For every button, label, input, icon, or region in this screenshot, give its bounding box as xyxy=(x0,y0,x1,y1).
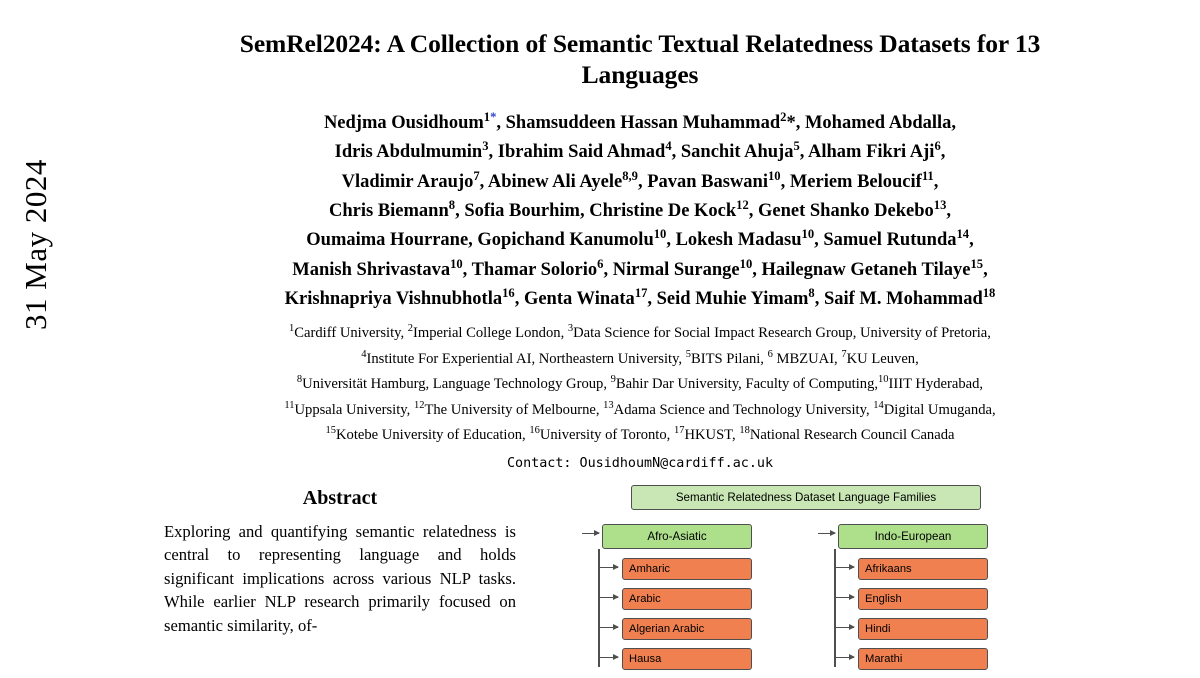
arrow-icon xyxy=(834,597,854,599)
abstract-column xyxy=(96,485,516,678)
family-row xyxy=(586,524,1026,678)
abstract-heading: Abstract xyxy=(302,486,378,509)
arrow-icon xyxy=(598,567,618,569)
language-item[interactable]: Afrikaans xyxy=(858,558,988,580)
language-item[interactable]: English xyxy=(858,588,988,610)
language-item[interactable]: Marathi xyxy=(858,648,988,670)
language-item[interactable]: Algerian Arabic xyxy=(622,618,752,640)
paper-page xyxy=(96,0,1184,665)
abstract-text: Exploring and quantifying semantic relatedness is central to representing language and holds significant implications across various NLP tasks. While earlier NLP research primarily focused on semantic similarity, of- xyxy=(164,521,516,635)
family-name[interactable]: Indo-European xyxy=(838,524,988,549)
page-title: SemRel2024: A Collection of Semantic Textual Relatedness Datasets for 13 Languages xyxy=(239,29,1041,90)
language-item[interactable]: Hindi xyxy=(858,618,988,640)
affiliation-line: $^8$Universität Hamburg, Language Technology Group, $^9$Bahir Dar University, Faculty of Computing,$^{10}$IIIT Hyderabad, xyxy=(296,374,984,392)
author-line: Manish Shrivastava$^{10}$, Thamar Solorio$^6$, Nirmal Surange$^{10}$, Hailegnaw Getaneh Tilaye$^{15}$, xyxy=(292,256,988,280)
language-item[interactable]: Hausa xyxy=(622,648,752,670)
arrow-icon xyxy=(598,597,618,599)
author-list xyxy=(135,108,1145,313)
arrow-icon xyxy=(834,567,854,569)
family-group-afro-asiatic xyxy=(586,524,786,678)
author-line: Krishnapriya Vishnubhotla$^{16}$, Genta Winata$^{17}$, Seid Muhie Yimam$^8$, Saif M. Mohammad$^{18}$ xyxy=(284,285,996,309)
affiliation-line: $^{15}$Kotebe University of Education, $^{16}$University of Toronto, $^{17}$HKUST, $^{18}$National Research Council Canada xyxy=(325,425,955,443)
author-line: Vladimir Araujo$^7$, Abinew Ali Ayele$^{8,9}$, Pavan Baswani$^{10}$, Meriem Beloucif$^{11}$, xyxy=(341,168,939,192)
author-line: Chris Biemann$^8$, Sofia Bourhim, Christine De Kock$^{12}$, Genet Shanko Dekebo$^{13}$, xyxy=(329,198,951,222)
arrow-icon xyxy=(598,657,618,659)
author-line: Oumaima Hourrane, Gopichand Kanumolu$^{10}$, Lokesh Madasu$^{10}$, Samuel Rutunda$^{14}$, xyxy=(306,227,974,251)
affiliation-line: $^{11}$Uppsala University, $^{12}$The University of Melbourne, $^{13}$Adama Science and Technology University, $^{14}$Digital Umuganda, xyxy=(284,399,996,418)
figure-title: Semantic Relatedness Dataset Language Families xyxy=(631,485,981,510)
family-group-indo-european xyxy=(822,524,1022,678)
language-family-figure xyxy=(586,485,1026,678)
arxiv-date-stamp: 31 May 2024 xyxy=(18,159,53,330)
affiliation-line: $^4$Institute For Experiential AI, Northeastern University, $^5$BITS Pilani, $^6$ MBZUAI, $^7$KU Leuven, xyxy=(361,348,919,367)
family-name[interactable]: Afro-Asiatic xyxy=(602,524,752,549)
language-list xyxy=(586,558,786,670)
author-line: Nedjma Ousidhoum$^{1*}$, Shamsuddeen Hassan Muhammad$^2$*, Mohamed Abdalla, xyxy=(323,110,957,134)
affiliation-list xyxy=(140,320,1140,448)
language-item[interactable]: Arabic xyxy=(622,588,752,610)
arrow-icon xyxy=(818,533,835,535)
arrow-icon xyxy=(834,627,854,629)
figure-column xyxy=(516,485,1076,678)
arrow-icon xyxy=(598,627,618,629)
affiliation-line: $^1$Cardiff University, $^2$Imperial College London, $^3$Data Science for Social Impact Research Group, University of Pretoria, xyxy=(289,323,991,341)
two-column-body xyxy=(96,485,1184,678)
language-list xyxy=(822,558,1022,670)
contact-email[interactable]: Contact: OusidhoumN@cardiff.ac.uk xyxy=(506,455,774,471)
author-line: Idris Abdulmumin$^3$, Ibrahim Said Ahmad$^4$, Sanchit Ahuja$^5$, Alham Fikri Aji$^6$, xyxy=(334,139,946,163)
arrow-icon xyxy=(582,533,599,535)
language-item[interactable]: Amharic xyxy=(622,558,752,580)
arrow-icon xyxy=(834,657,854,659)
